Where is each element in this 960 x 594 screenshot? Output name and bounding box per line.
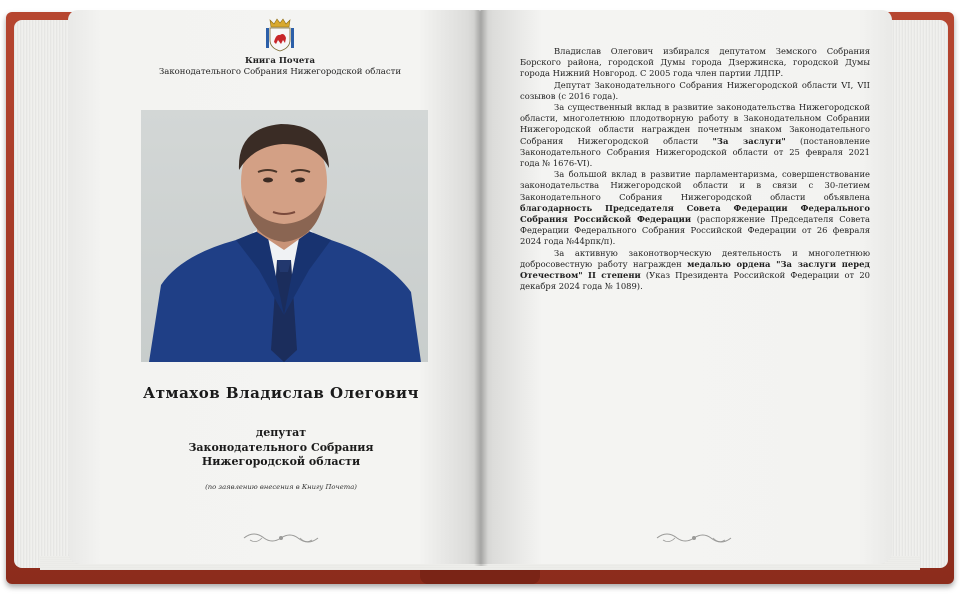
- flourish-ornament-icon: [655, 530, 733, 546]
- flourish-ornament-icon: [242, 530, 320, 546]
- page-stack-right: [888, 20, 948, 568]
- inclusion-note: (по заявлению внесения в Книгу Почета): [205, 483, 357, 491]
- bio-paragraph-3: [520, 102, 870, 169]
- coat-of-arms-icon: [262, 16, 298, 52]
- bio-p4-text: За большой вклад в развитие парламентаризма, совершенствование законодательства Нижегородской области и в связи с 30-летием Законодательного Собрания Нижегородской области объявлена: [520, 169, 870, 202]
- bio-p4-ref: (распоряжение Председателя Совета Федерации Федерального Собрания Российской Федерации от 26 февраля 2024 года №44рпк/п).: [520, 214, 870, 247]
- bio-paragraph-4: [520, 169, 870, 247]
- book-header: [140, 56, 420, 78]
- book-gutter: [474, 10, 488, 566]
- bio-p4-award: благодарность Председателя Совета Федерации Федерального Собрания Российской Федерации: [520, 202, 870, 225]
- bio-p5-ref: (Указ Президента Российской Федерации от 20 декабря 2024 года № 1089).: [520, 270, 870, 292]
- bio-p5-text: За активную законотворческую деятельность и многолетнюю добросовестную работу награжден: [520, 247, 870, 269]
- bio-p5-award: медалью ордена "За заслуги перед Отечеством" II степени: [520, 258, 870, 281]
- biography-text: [520, 46, 870, 292]
- bio-paragraph-1: Владислав Олегович избирался депутатом Земского Собрания Борского района, городской Думы города Дзержинска, городской Думы города Нижний Новгород. С 2005 года член партии ЛДПР.: [520, 46, 870, 79]
- book-subtitle: Законодательного Собрания Нижегородской области: [158, 67, 401, 77]
- role-line-3: Нижегородской области: [201, 455, 361, 468]
- bio-paragraph-5: [520, 248, 870, 293]
- portrait-photo: [141, 110, 428, 362]
- person-role: [140, 426, 422, 470]
- bio-p3-ref: (постановление Законодательного Собрания Нижегородской области от 25 февраля 2021 года № 1676-VI).: [520, 135, 870, 169]
- page-stack-left: [14, 20, 74, 568]
- book-title: Книга Почета: [244, 56, 316, 66]
- role-line-1: депутат: [255, 426, 307, 439]
- bio-p3-text: За существенный вклад в развитие законодательства Нижегородской области, многолетнюю плодотворную работу в Законодательном Собрании Нижегородской области награжден почетным знаком Законодательного Собрания Нижегородской области: [520, 102, 870, 146]
- bio-paragraph-2: Депутат Законодательного Собрания Нижегородской области VI, VII созывов (с 2016 года).: [520, 79, 870, 101]
- person-name: Атмахов Владислав Олегович: [143, 384, 419, 402]
- role-line-2: Законодательного Собрания: [188, 440, 374, 454]
- bio-p3-award: "За заслуги": [712, 135, 786, 146]
